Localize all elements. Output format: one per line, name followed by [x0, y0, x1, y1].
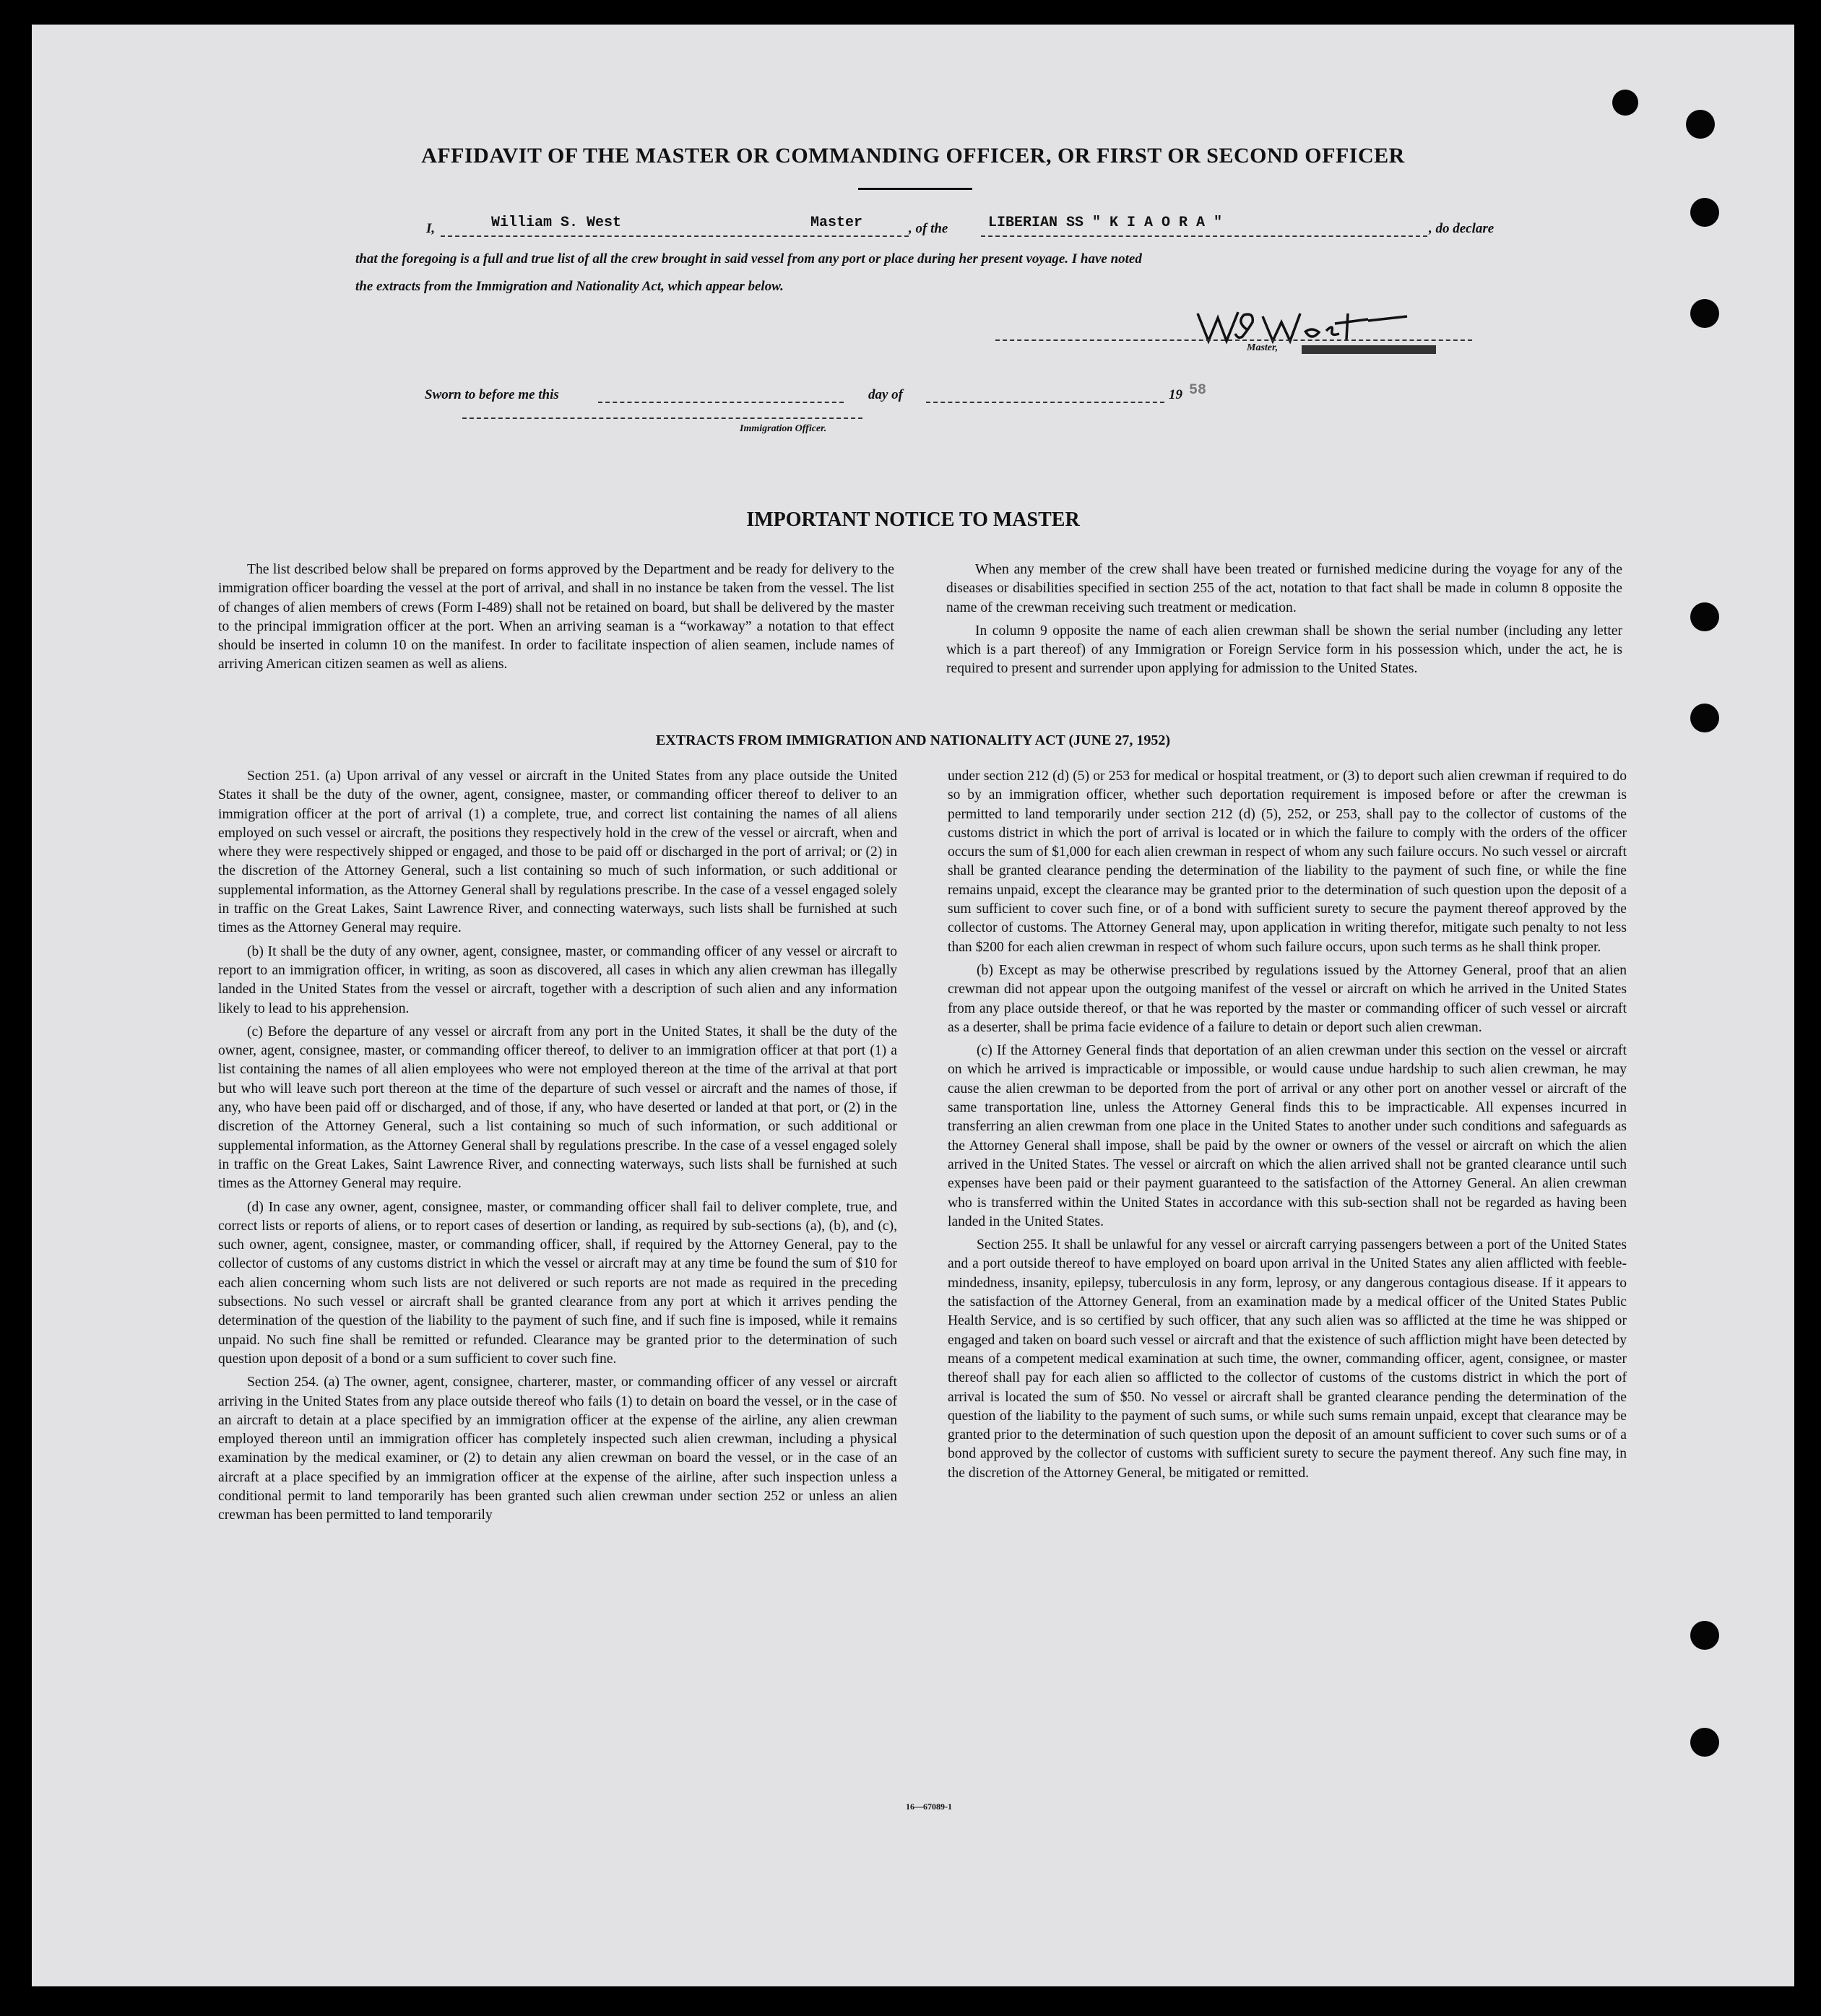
- punch-hole: [1690, 299, 1719, 328]
- master-signature: [1190, 292, 1450, 350]
- punch-hole: [1690, 1621, 1719, 1650]
- extracts-title: EXTRACTS FROM IMMIGRATION AND NATIONALITY ACT (JUNE 27, 1952): [655, 732, 1171, 748]
- month-underline: [926, 402, 1164, 403]
- document-page: [32, 25, 1794, 1986]
- name-underline: [441, 235, 909, 237]
- of-the-label: , of the: [909, 221, 948, 236]
- notice-title: IMPORTANT NOTICE TO MASTER: [746, 509, 1080, 531]
- year-label: 19: [1169, 387, 1182, 402]
- section-254a-cont: under section 212 (d) (5) or 253 for medical or hospital treatment, or (3) to deport such alien crewman if required to do so by an immigration officer, whether such deportation requirement is imposed before or after the crewman is permitted to land temporarily under section 212 (d) (5), 252, or 253, shall pay to the collector of customs of the customs district in which the port of arrival is located or in which the failure to comply with the orders of the officer occurs the sum of $1,000 for each alien crewman in respect of whom any such failure occurs. No such vessel or aircraft shall be granted clearance pending the determination of the liability to the payment of such fine, or while the fine remains unpaid, except the clearance may be granted prior to the determination of such question upon the deposit of a sum sufficient to cover such fine, or of a bond with sufficient surety to secure the payment thereof approved by the collector of customs. The Attorney General may, upon application in writing therefor, mitigate such penalty to not less than $200 for each alien crewman in respect of whom such failure occurs, upon such terms as he shall think proper.: [948, 769, 1627, 955]
- punch-hole: [1690, 1728, 1719, 1757]
- punch-hole: [1690, 704, 1719, 732]
- notice-right-text-2: In column 9 opposite the name of each alien crewman shall be shown the serial number (including any letter which is a part thereof) of any Immigration or Foreign Service form in his possession which, under the act, he is required to present and surrender upon applying for admission to the United States.: [946, 623, 1622, 677]
- affidavit-title: AFFIDAVIT OF THE MASTER OR COMMANDING OFFICER, OR FIRST OR SECOND OFFICER: [421, 144, 1405, 168]
- extracts-left-column: [218, 767, 897, 1530]
- immigration-officer-label: Immigration Officer.: [740, 423, 827, 434]
- vessel-field: LIBERIAN SS " K I A O R A ": [988, 215, 1223, 231]
- i-label: I,: [426, 221, 436, 236]
- year-field: 58: [1189, 382, 1207, 399]
- affidavit-line-3: the extracts from the Immigration and Nationality Act, which appear below.: [355, 279, 784, 294]
- punch-hole: [1612, 90, 1638, 116]
- section-251d: (d) In case any owner, agent, consignee, master, or commanding officer shall fail to deliver complete, true, and correct lists or reports of aliens, or to report cases of desertion or landing, as required by sub-sections (a), (b), and (c), such owner, agent, consignee, master, or commanding officer, shall, if required by the Attorney General, pay to the collector of customs of any customs district in which the vessel or aircraft may at any time be found the sum of $10 for each alien concerning whom such lists are not delivered or such reports are not made as required in the preceding subsections. No such vessel or aircraft shall be granted clearance from any port at which it arrives pending the determination of the question of the liability to the payment of such fine, and if such fine is imposed, while it remains unpaid. No such fine shall be remitted or refunded. Clearance may be granted prior to the determination of such question upon deposit of a bond or a sum sufficient to cover such fine.: [218, 1199, 897, 1367]
- punch-hole: [1690, 602, 1719, 631]
- section-254a: Section 254. (a) The owner, agent, consignee, charterer, master, or commanding officer of any vessel or aircraft arriving in the United States from any place outside thereof who fails (1) to detain on board the vessel, or in the case of an aircraft to detain at a place specified by an immigration officer at the expense of the airline, any alien crewman employed thereon until an immigration officer has completely inspected such alien crewman, including a physical examination by the medical examiner, or (2) to detain any alien crewman on board the vessel, or in the case of an aircraft at a place specified by an immigration officer at the expense of the airline, after such inspection unless a conditional permit to land temporarily has been granted such alien crewman under section 252 or unless an alien crewman has been permitted to land temporarily: [218, 1375, 897, 1523]
- section-251c: (c) Before the departure of any vessel or aircraft from any port in the United States, it shall be the duty of the owner, agent, consignee, master, or commanding officer thereof, to deliver to an immigration officer at that port (1) a list containing the names of all alien employees who were not employed thereon at the time of the arrival at that port but who will leave such port thereon at the time of the departure of such vessel or aircraft and the names of those, if any, who have been paid off or discharged, and of those, if any, who have deserted or landed at that port, or (2) in the discretion of the Attorney General, such a list containing so much of such information, or such additional or supplemental information, as the Attorney General shall by regulations prescribe. In the case of a vessel engaged solely in traffic on the Great Lakes, Saint Lawrence River, and connecting waterways, such lists shall be furnished at such times as the Attorney General may require.: [218, 1024, 897, 1192]
- declare-label: , do declare: [1429, 221, 1495, 236]
- day-of-label: day of: [868, 387, 904, 402]
- section-251b: (b) It shall be the duty of any owner, agent, consignee, master, or commanding officer of any vessel or aircraft to report to an immigration officer, in writing, as soon as discovered, all cases in which any alien crewman has illegally landed in the United States from the vessel or aircraft, together with a description of such alien and any information likely to lead to his apprehension.: [218, 943, 897, 1016]
- notice-right-column: [946, 561, 1622, 683]
- master-name-field: William S. West: [491, 215, 622, 231]
- section-251a: Section 251. (a) Upon arrival of any vessel or aircraft in the United States from any place outside the United States it shall be the duty of the owner, agent, consignee, master, or commanding officer thereof to deliver to an immigration officer at the port of arrival (1) a complete, true, and correct list containing the names of all aliens employed on such vessel or aircraft, the positions they respectively hold in the crew of the vessel or aircraft, when and where they were respectively shipped or engaged, and those to be paid off or discharged in the port of arrival; or (2) in the discretion of the Attorney General, such a list containing so much of such information, or such additional or supplemental information, as the Attorney General shall by regulations prescribe. In the case of a vessel engaged solely in traffic on the Great Lakes, Saint Lawrence River, and connecting waterways, such lists shall be furnished at such times as the Attorney General may require.: [218, 769, 897, 936]
- struck-title: [1302, 345, 1436, 354]
- extracts-right-column: [948, 767, 1627, 1487]
- punch-hole: [1690, 198, 1719, 227]
- notice-right-text-1: When any member of the crew shall have been treated or furnished medicine during the voyage for any of the diseases or disabilities specified in section 255 of the act, notation to that fact shall be made in column 8 opposite the name of the crewman receiving such treatment or medication.: [946, 562, 1622, 615]
- officer-signature-line: [462, 418, 862, 419]
- affidavit-line-2: that the foregoing is a full and true list of all the crew brought in said vessel from any port or place during her present voyage. I have noted: [355, 251, 1142, 267]
- position-field: Master: [810, 215, 863, 231]
- section-255: Section 255. It shall be unlawful for any vessel or aircraft carrying passengers between a port of the United States and a port outside thereof to have employed on board upon arrival in the United States any alien afflicted with feeble-mindedness, insanity, epilepsy, tuberculosis in any form, leprosy, or any dangerous contagious disease. If it appears to the satisfaction of the Attorney General, from an examination made by a medical officer of the United States Public Health Service, and is so certified by such officer, that any such alien was so afflicted at the time he was shipped or engaged and taken on board such vessel or aircraft and that the existence of such affliction might have been detected by means of a competent medical examination at such time, the owner, commanding officer, agent, consignee, or master thereof shall pay for each alien so afflicted to the collector of customs of the customs district in which the port of arrival is located the sum of $50. No vessel or aircraft shall be granted clearance pending the determination of the question of the liability to the payment of such sums, or while such sums remain unpaid, except that clearance may be granted prior to the determination of such question upon the deposit of an amount sufficient to cover such sums or of a bond approved by the collector of customs with sufficient surety to secure the payment thereof. Any such fine may, in the discretion of the Attorney General, be mitigated or remitted.: [948, 1237, 1627, 1481]
- master-label: Master,: [1247, 342, 1279, 353]
- notice-left-text: The list described below shall be prepared on forms approved by the Department and be ready for delivery to the immigration officer boarding the vessel at the port of arrival, and shall in no instance be taken from the vessel. The list of changes of alien members of crews (Form I-489) shall not be retained on board, but shall be delivered by the master to the principal immigration officer at the port. When an arriving seaman is a “workaway” a notation to that effect should be inserted in column 10 on the manifest. In order to facilitate inspection of alien seamen, include names of arriving American citizen seamen as well as aliens.: [218, 562, 894, 672]
- sworn-day-underline: [598, 402, 844, 403]
- form-code: 16—67089-1: [906, 1801, 952, 1812]
- section-254c: (c) If the Attorney General finds that deportation of an alien crewman under this section on the vessel or aircraft on which he arrived is impracticable or impossible, or would cause undue hardship to such alien crewman, he may cause the alien crewman to be deported from the port of arrival or any other port on another vessel or aircraft of the same transportation line, unless the Attorney General finds this to be impracticable. All expenses incurred in transferring an alien crewman from one place in the United States to another under such conditions and safeguards as the Attorney General shall impose, shall be paid by the owner or owners of the vessel or aircraft on which the alien arrived in the United States. The vessel or aircraft on which the alien arrived shall not be granted clearance until such expenses have been paid or their payment guaranteed to the satisfaction of the Attorney General. An alien crewman who is transferred within the United States in accordance with this sub-section shall not be regarded as having been landed in the United States.: [948, 1043, 1627, 1229]
- section-254b: (b) Except as may be otherwise prescribed by regulations issued by the Attorney General, proof that an alien crewman did not appear upon the outgoing manifest of the vessel or aircraft on which he arrived in the United States from any place outside thereof, or that he was reported by the master or commanding officer of such vessel or aircraft as a deserter, shall be prima facie evidence of a failure to detain or deport such alien crewman.: [948, 962, 1627, 1035]
- sworn-label: Sworn to before me this: [425, 387, 559, 402]
- signature-line: [995, 339, 1472, 341]
- vessel-underline: [981, 235, 1427, 237]
- punch-hole: [1686, 110, 1715, 139]
- title-rule: [858, 188, 972, 190]
- notice-left-column: [218, 561, 894, 679]
